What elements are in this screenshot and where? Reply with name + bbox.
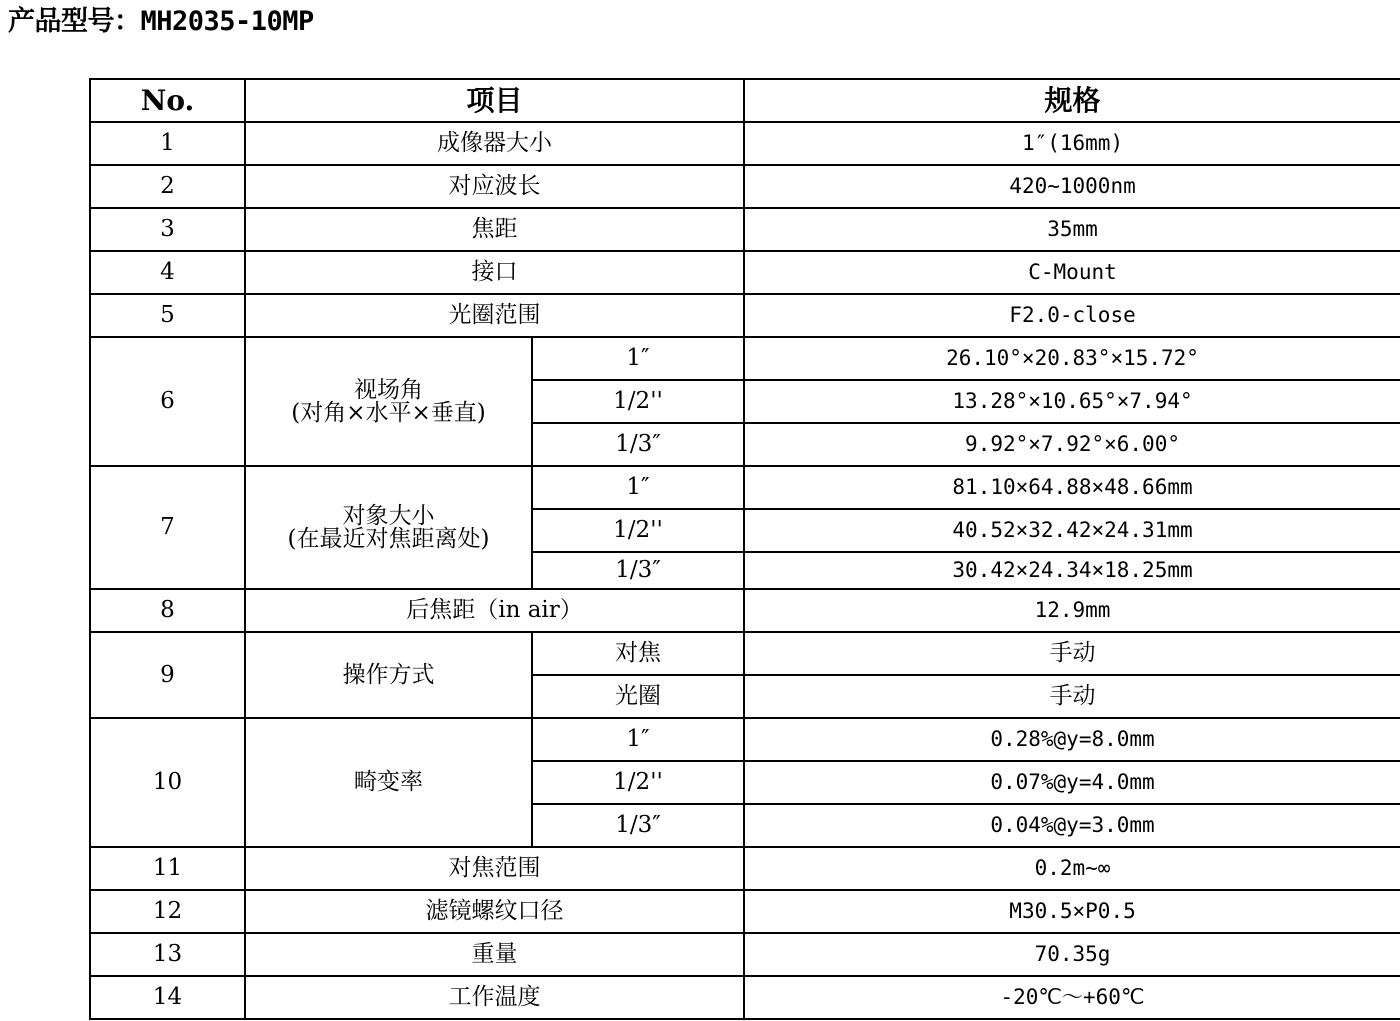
row-number: 10: [90, 718, 245, 847]
row-spec: 0.07%@y=4.0mm: [744, 761, 1400, 804]
row-item-label: 视场角: [354, 376, 423, 403]
row-item: 工作温度: [245, 976, 744, 1019]
row-item: 重量: [245, 933, 744, 976]
row-number: 13: [90, 933, 245, 976]
row-item: [245, 466, 532, 589]
table-row: [90, 589, 1400, 632]
row-spec: 0.04%@y=3.0mm: [744, 804, 1400, 847]
row-number: 11: [90, 847, 245, 890]
table-row: [90, 933, 1400, 976]
row-spec: 手动: [744, 632, 1400, 675]
table-row: [90, 337, 1400, 380]
row-item: 后焦距（in air）: [245, 589, 744, 632]
table-row: [90, 122, 1400, 165]
row-spec: M30.5×P0.5: [744, 890, 1400, 933]
row-spec: 1″(16mm): [744, 122, 1400, 165]
row-spec: 0.2m~∞: [744, 847, 1400, 890]
row-item: 接口: [245, 251, 744, 294]
row-number: 12: [90, 890, 245, 933]
row-spec: 420~1000nm: [744, 165, 1400, 208]
row-number: 3: [90, 208, 245, 251]
row-item: 成像器大小: [245, 122, 744, 165]
sub-label: 1/2'': [532, 761, 744, 804]
row-spec: 26.10°×20.83°×15.72°: [744, 337, 1400, 380]
row-number: 14: [90, 976, 245, 1019]
product-model-title: 产品型号：MH2035-10MP: [8, 6, 314, 37]
row-item: [245, 337, 532, 466]
row-item: 滤镜螺纹口径: [245, 890, 744, 933]
table-row: [90, 718, 1400, 761]
sub-label: 1/3″: [532, 804, 744, 847]
row-spec: 81.10×64.88×48.66mm: [744, 466, 1400, 509]
header-no: No.: [90, 79, 245, 122]
table-row: [90, 466, 1400, 509]
row-item-sublabel: (在最近对焦距离处): [287, 525, 490, 552]
spec-table: [89, 78, 1400, 1020]
row-item: 对应波长: [245, 165, 744, 208]
sub-label: 1″: [532, 718, 744, 761]
row-item: 焦距: [245, 208, 744, 251]
table-header-row: [90, 79, 1400, 122]
row-spec: -20℃～+60℃: [744, 976, 1400, 1019]
table-row: [90, 632, 1400, 675]
row-number: 1: [90, 122, 245, 165]
row-spec: 9.92°×7.92°×6.00°: [744, 423, 1400, 466]
row-item-label: 对象大小: [342, 502, 435, 529]
table-row: [90, 165, 1400, 208]
row-spec: 70.35g: [744, 933, 1400, 976]
sub-label: 1/2'': [532, 509, 744, 552]
sub-label: 光圈: [532, 675, 744, 718]
table-row: [90, 976, 1400, 1019]
row-item: 对焦范围: [245, 847, 744, 890]
table-row: [90, 208, 1400, 251]
row-spec: 30.42×24.34×18.25mm: [744, 552, 1400, 589]
sub-label: 1/3″: [532, 552, 744, 589]
sub-label: 1″: [532, 337, 744, 380]
row-item: 操作方式: [245, 632, 532, 718]
row-item: 畸变率: [245, 718, 532, 847]
header-item: 项目: [245, 79, 744, 122]
sub-label: 1″: [532, 466, 744, 509]
header-spec: 规格: [744, 79, 1400, 122]
row-spec: 0.28%@y=8.0mm: [744, 718, 1400, 761]
row-number: 5: [90, 294, 245, 337]
row-spec: 40.52×32.42×24.31mm: [744, 509, 1400, 552]
table-row: [90, 890, 1400, 933]
row-spec: 35mm: [744, 208, 1400, 251]
row-number: 6: [90, 337, 245, 466]
row-number: 7: [90, 466, 245, 589]
row-number: 9: [90, 632, 245, 718]
row-number: 2: [90, 165, 245, 208]
row-number: 8: [90, 589, 245, 632]
table-row: [90, 251, 1400, 294]
row-spec: 13.28°×10.65°×7.94°: [744, 380, 1400, 423]
row-spec: 12.9mm: [744, 589, 1400, 632]
sub-label: 对焦: [532, 632, 744, 675]
row-number: 4: [90, 251, 245, 294]
row-item-sublabel: (对角×水平×垂直): [291, 399, 486, 426]
row-spec: F2.0-close: [744, 294, 1400, 337]
table-row: [90, 294, 1400, 337]
row-spec: C-Mount: [744, 251, 1400, 294]
row-item: 光圈范围: [245, 294, 744, 337]
table-row: [90, 847, 1400, 890]
sub-label: 1/2'': [532, 380, 744, 423]
row-spec: 手动: [744, 675, 1400, 718]
sub-label: 1/3″: [532, 423, 744, 466]
